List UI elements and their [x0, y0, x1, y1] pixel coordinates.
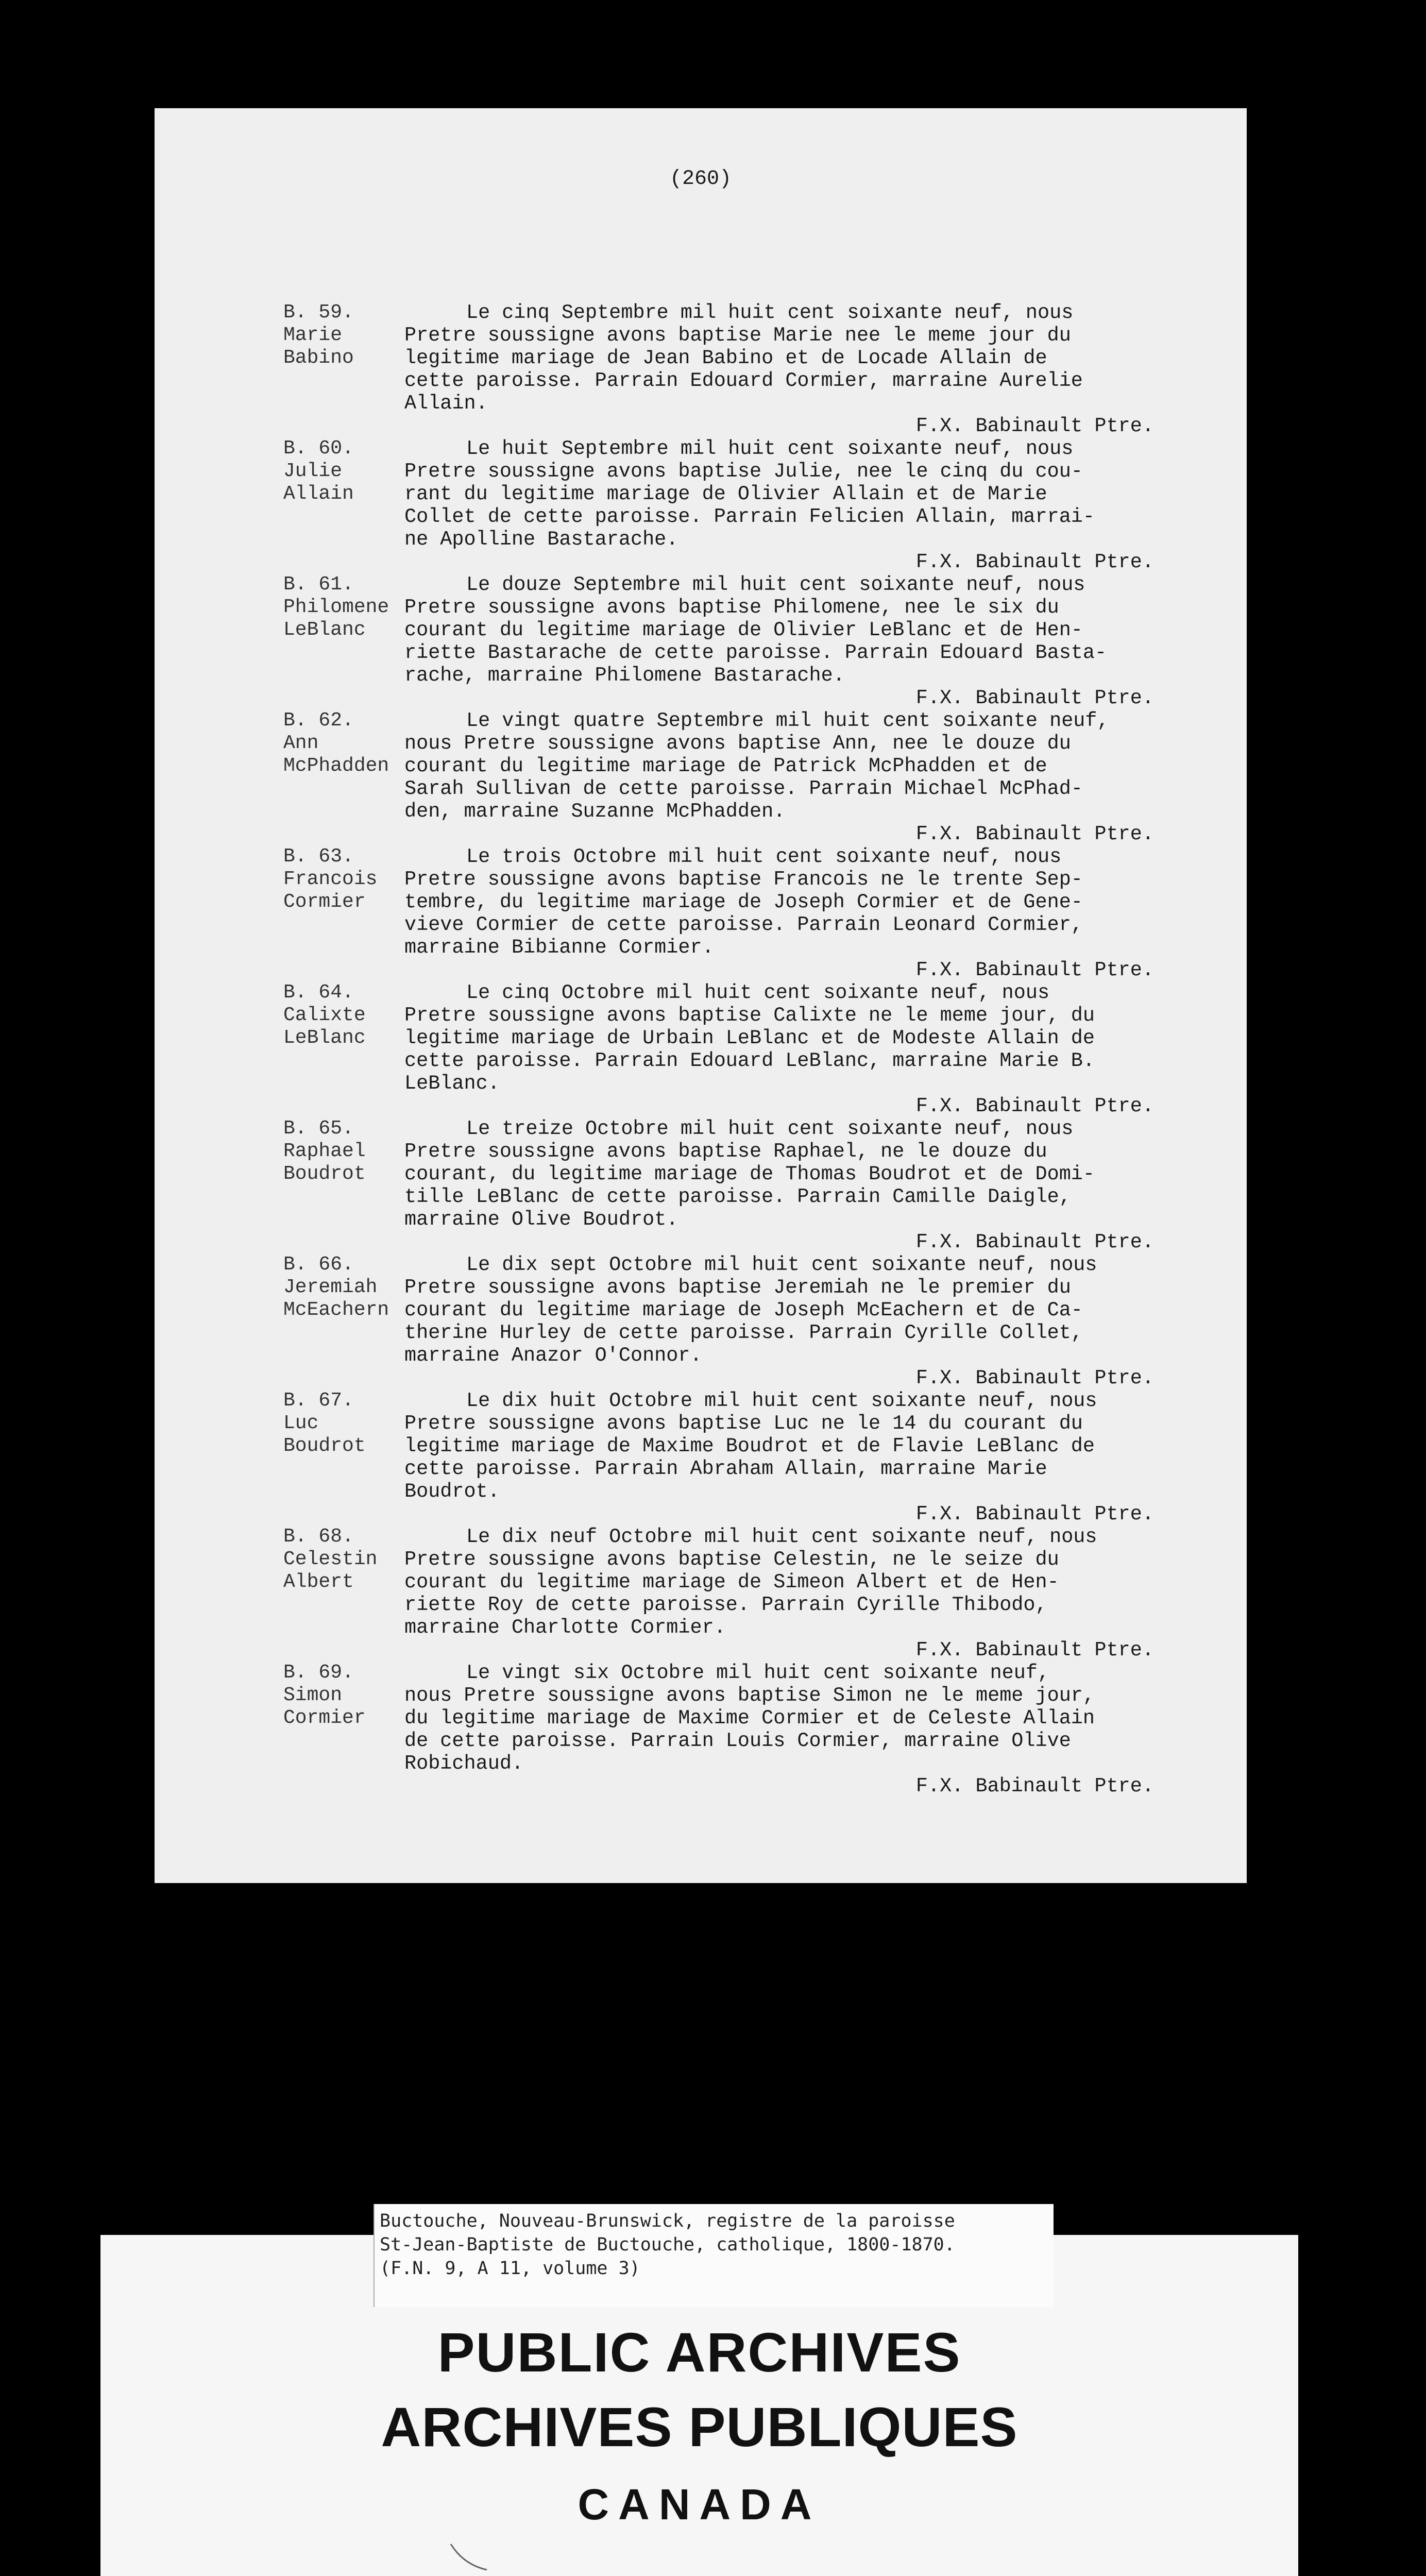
entry-line: courant, du legitime mariage de Thomas Boudrot et de Domi- — [404, 1163, 1095, 1185]
entry-line: nous Pretre soussigne avons baptise Simon ne le meme jour, — [404, 1684, 1095, 1707]
entry-text — [404, 981, 1221, 1117]
priest-signature: F.X. Babinault Ptre. — [915, 1231, 1154, 1253]
entry-line: Boudrot. — [404, 1480, 500, 1503]
entry-name: Raphael — [283, 1140, 366, 1162]
baptism-entry — [283, 709, 1221, 845]
entry-margin-note — [283, 1389, 404, 1526]
reference-label — [374, 2204, 1054, 2307]
entry-line: du legitime mariage de Maxime Cormier et de Celeste Allain — [404, 1707, 1095, 1730]
entry-number: B. 64. — [283, 981, 354, 1004]
entry-number: B. 68. — [283, 1526, 354, 1548]
entry-line: Le huit Septembre mil huit cent soixante neuf, nous — [466, 437, 1074, 460]
priest-signature: F.X. Babinault Ptre. — [915, 1639, 1154, 1662]
entry-name: Marie — [283, 324, 343, 346]
entry-line: marraine Charlotte Cormier. — [404, 1616, 726, 1639]
entry-text — [404, 301, 1221, 437]
entry-name: Cormier — [283, 891, 366, 913]
entry-name: Jeremiah — [283, 1276, 378, 1298]
baptism-entries — [283, 301, 1221, 1798]
baptism-entry — [283, 1253, 1221, 1389]
entry-name: Francois — [283, 868, 378, 890]
baptism-entry — [283, 1526, 1221, 1662]
entry-name: Albert — [283, 1571, 354, 1593]
entry-line: ne Apolline Bastarache. — [404, 528, 678, 551]
entry-line: den, marraine Suzanne McPhadden. — [404, 800, 786, 823]
entry-line: Pretre soussigne avons baptise Celestin, ne le seize du — [404, 1548, 1059, 1571]
entry-name: Ann — [283, 732, 319, 754]
entry-number: B. 69. — [283, 1662, 354, 1684]
baptism-entry — [283, 301, 1221, 437]
entry-name: Boudrot — [283, 1163, 366, 1185]
entry-line: cette paroisse. Parrain Edouard Cormier, marraine Aurelie — [404, 369, 1083, 392]
entry-number: B. 62. — [283, 709, 354, 732]
priest-signature: F.X. Babinault Ptre. — [915, 823, 1154, 845]
entry-line: Le dix neuf Octobre mil huit cent soixante neuf, nous — [466, 1526, 1097, 1548]
entry-number: B. 61. — [283, 573, 354, 596]
entry-margin-note — [283, 845, 404, 981]
entry-line: therine Hurley de cette paroisse. Parrain Cyrille Collet, — [404, 1321, 1083, 1344]
entry-margin-note — [283, 1526, 404, 1662]
page-number: (260) — [669, 167, 732, 191]
entry-margin-note — [283, 1253, 404, 1389]
baptism-entry — [283, 845, 1221, 981]
entry-line: Le dix sept Octobre mil huit cent soixante neuf, nous — [466, 1253, 1097, 1276]
entry-name: Boudrot — [283, 1435, 366, 1457]
entry-name: Simon — [283, 1684, 343, 1706]
entry-line: marraine Anazor O'Connor. — [404, 1344, 702, 1367]
entry-margin-note — [283, 709, 404, 845]
entry-line: tembre, du legitime mariage de Joseph Cormier et de Gene- — [404, 891, 1083, 913]
archive-country: CANADA — [578, 2480, 821, 2529]
entry-line: Le dix huit Octobre mil huit cent soixante neuf, nous — [466, 1389, 1097, 1412]
entry-text — [404, 1117, 1221, 1253]
entry-line: rant du legitime mariage de Olivier Allain et de Marie — [404, 483, 1047, 505]
entry-line: legitime mariage de Maxime Boudrot et de Flavie LeBlanc de — [404, 1435, 1095, 1458]
entry-line: Robichaud. — [404, 1752, 524, 1775]
entry-number: B. 66. — [283, 1253, 354, 1276]
entry-margin-note — [283, 1117, 404, 1253]
entry-line: Allain. — [404, 392, 488, 415]
entry-line: Le cinq Octobre mil huit cent soixante neuf, nous — [466, 981, 1050, 1004]
entry-name: Luc — [283, 1412, 319, 1434]
entry-line: marraine Olive Boudrot. — [404, 1208, 678, 1231]
entry-text — [404, 573, 1221, 709]
entry-line: Pretre soussigne avons baptise Calixte ne le meme jour, du — [404, 1004, 1095, 1027]
entry-line: legitime mariage de Urbain LeBlanc et de Modeste Allain de — [404, 1027, 1095, 1049]
entry-name: LeBlanc — [283, 1027, 366, 1049]
entry-line: Pretre soussigne avons baptise Philomene, nee le six du — [404, 596, 1059, 619]
entry-name: LeBlanc — [283, 619, 366, 641]
entry-text — [404, 845, 1221, 981]
baptism-entry — [283, 1662, 1221, 1798]
entry-text — [404, 709, 1221, 845]
entry-line: Pretre soussigne avons baptise Marie nee le meme jour du — [404, 324, 1071, 347]
baptism-entry — [283, 1117, 1221, 1253]
entry-line: courant du legitime mariage de Joseph McEachern et de Ca- — [404, 1299, 1083, 1321]
archive-card — [100, 2211, 1298, 2576]
entry-margin-note — [283, 301, 404, 437]
entry-line: Le douze Septembre mil huit cent soixante neuf, nous — [466, 573, 1085, 596]
entry-number: B. 63. — [283, 845, 354, 868]
entry-number: B. 59. — [283, 301, 354, 324]
priest-signature: F.X. Babinault Ptre. — [915, 1095, 1154, 1117]
entry-line: Le vingt quatre Septembre mil huit cent soixante neuf, — [466, 709, 1109, 732]
register-page — [155, 108, 1247, 1883]
reference-line: St-Jean-Baptiste de Buctouche, catholique, 1800-1870. — [380, 2234, 955, 2255]
entry-line: cette paroisse. Parrain Abraham Allain, marraine Marie — [404, 1458, 1047, 1480]
entry-line: Pretre soussigne avons baptise Raphael, ne le douze du — [404, 1140, 1047, 1163]
entry-line: Sarah Sullivan de cette paroisse. Parrain Michael McPhad- — [404, 777, 1083, 800]
baptism-entry — [283, 437, 1221, 573]
entry-line: riette Bastarache de cette paroisse. Parrain Edouard Basta- — [404, 641, 1107, 664]
entry-line: riette Roy de cette paroisse. Parrain Cyrille Thibodo, — [404, 1594, 1047, 1616]
entry-line: Pretre soussigne avons baptise Francois ne le trente Sep- — [404, 868, 1083, 891]
entry-line: Pretre soussigne avons baptise Jeremiah ne le premier du — [404, 1276, 1071, 1299]
entry-line: LeBlanc. — [404, 1072, 500, 1095]
entry-line: Le trois Octobre mil huit cent soixante neuf, nous — [466, 845, 1062, 868]
priest-signature: F.X. Babinault Ptre. — [915, 959, 1154, 981]
baptism-entry — [283, 573, 1221, 709]
entry-line: tille LeBlanc de cette paroisse. Parrain Camille Daigle, — [404, 1185, 1071, 1208]
entry-name: Philomene — [283, 596, 389, 618]
entry-text — [404, 1526, 1221, 1662]
entry-line: rache, marraine Philomene Bastarache. — [404, 664, 845, 687]
priest-signature: F.X. Babinault Ptre. — [915, 551, 1154, 573]
entry-line: courant du legitime mariage de Patrick McPhadden et de — [404, 755, 1047, 777]
priest-signature: F.X. Babinault Ptre. — [915, 1503, 1154, 1526]
entry-name: McPhadden — [283, 755, 389, 777]
archive-title-english: PUBLIC ARCHIVES — [437, 2321, 961, 2383]
entry-number: B. 67. — [283, 1389, 354, 1412]
entry-line: cette paroisse. Parrain Edouard LeBlanc, marraine Marie B. — [404, 1049, 1095, 1072]
entry-margin-note — [283, 573, 404, 709]
entry-line: vieve Cormier de cette paroisse. Parrain Leonard Cormier, — [404, 913, 1083, 936]
entry-name: Allain — [283, 483, 354, 505]
entry-number: B. 65. — [283, 1117, 354, 1140]
entry-line: Pretre soussigne avons baptise Julie, nee le cinq du cou- — [404, 460, 1083, 483]
scratch-mark — [448, 2541, 489, 2572]
entry-line: courant du legitime mariage de Olivier LeBlanc et de Hen- — [404, 619, 1083, 641]
entry-line: Collet de cette paroisse. Parrain Felicien Allain, marrai- — [404, 505, 1095, 528]
priest-signature: F.X. Babinault Ptre. — [915, 1775, 1154, 1798]
entry-text — [404, 1253, 1221, 1389]
entry-text — [404, 1662, 1221, 1798]
priest-signature: F.X. Babinault Ptre. — [915, 415, 1154, 437]
entry-text — [404, 1389, 1221, 1526]
entry-line: de cette paroisse. Parrain Louis Cormier, marraine Olive — [404, 1730, 1071, 1752]
entry-name: McEachern — [283, 1299, 389, 1321]
entry-line: Le vingt six Octobre mil huit cent soixante neuf, — [466, 1662, 1050, 1684]
entry-line: Le cinq Septembre mil huit cent soixante neuf, nous — [466, 301, 1074, 324]
priest-signature: F.X. Babinault Ptre. — [915, 687, 1154, 709]
entry-line: courant du legitime mariage de Simeon Albert et de Hen- — [404, 1571, 1059, 1594]
entry-name: Julie — [283, 460, 343, 482]
baptism-entry — [283, 1389, 1221, 1526]
entry-line: Le treize Octobre mil huit cent soixante neuf, nous — [466, 1117, 1074, 1140]
priest-signature: F.X. Babinault Ptre. — [915, 1367, 1154, 1389]
entry-name: Celestin — [283, 1548, 378, 1570]
entry-margin-note — [283, 437, 404, 573]
entry-name: Cormier — [283, 1707, 366, 1729]
entry-number: B. 60. — [283, 437, 354, 460]
entry-line: marraine Bibianne Cormier. — [404, 936, 714, 959]
entry-name: Calixte — [283, 1004, 366, 1026]
entry-margin-note — [283, 981, 404, 1117]
reference-line: Buctouche, Nouveau-Brunswick, registre de la paroisse — [380, 2211, 955, 2231]
entry-name: Babino — [283, 347, 354, 369]
entry-line: nous Pretre soussigne avons baptise Ann, nee le douze du — [404, 732, 1071, 755]
entry-margin-note — [283, 1662, 404, 1798]
entry-text — [404, 437, 1221, 573]
archive-title-french: ARCHIVES PUBLIQUES — [381, 2396, 1018, 2458]
reference-line: (F.N. 9, A 11, volume 3) — [380, 2258, 640, 2279]
baptism-entry — [283, 981, 1221, 1117]
entry-line: legitime mariage de Jean Babino et de Locade Allain de — [404, 347, 1047, 369]
entry-line: Pretre soussigne avons baptise Luc ne le 14 du courant du — [404, 1412, 1083, 1435]
